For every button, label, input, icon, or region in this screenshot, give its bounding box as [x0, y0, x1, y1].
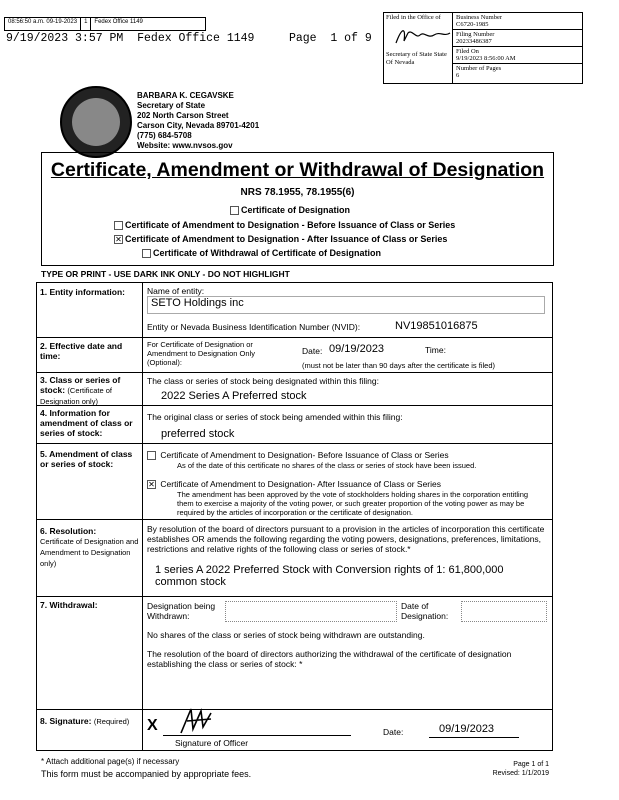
effective-time-label: Time: — [425, 345, 446, 355]
resolution-label: 6. Resolution: Certificate of Designation and Amendment to Designation only) — [40, 526, 139, 568]
amendment-opt2-desc: The amendment has been approved by the vote of stockholders holding shares in the corporation entitling them to exercise a majority of the voting power, or such greater proportion of the voting power as may be required by the articles of incorporation or the certificate of designation. — [177, 490, 529, 517]
nvid-label: Entity or Nevada Business Identification Number (NVID): — [147, 322, 361, 332]
business-number: C6720-1985 — [456, 21, 489, 28]
amend-info-desc: The original class or series of stock being amended within this filing: — [147, 412, 403, 422]
checkbox[interactable] — [142, 249, 151, 258]
withdrawal-designation-field[interactable] — [225, 601, 397, 622]
footer-fees: This form must be accompanied by appropriate fees. — [41, 769, 252, 779]
filed-label: Filed in the Office of — [386, 14, 441, 21]
signature-sub: (Required) — [93, 717, 130, 726]
form-table — [36, 282, 553, 751]
pages-count: 6 — [456, 72, 460, 79]
signature-line[interactable] — [163, 735, 351, 736]
footer-page-info — [493, 760, 549, 778]
option-amend-before[interactable]: Certificate of Amendment to Designation - Before Issuance of Class or Series — [114, 220, 455, 230]
entity-label: 1. Entity information: — [40, 287, 125, 297]
resolution-sub: Certificate of Designation and Amendment to Designation only) — [40, 537, 139, 568]
withdrawal-designation-label: Designation being Withdrawn: — [147, 601, 216, 621]
amend-info-value-field[interactable]: preferred stock — [161, 428, 235, 440]
amendment-opt1[interactable]: Certificate of Amendment to Designation- Before Issuance of Class or Series — [147, 450, 449, 460]
signature-date-field[interactable]: 09/19/2023 — [439, 723, 495, 735]
filing-number: 20233486387 — [456, 38, 492, 45]
class-sub: (Certificate of Designation only) — [40, 386, 113, 406]
class-value-field[interactable]: 2022 Series A Preferred stock — [161, 390, 307, 402]
filed-office-cell — [384, 13, 453, 83]
option-designation[interactable]: Certificate of Designation — [230, 205, 350, 215]
office-name: BARBARA K. CEGAVSKE — [137, 91, 234, 100]
footer-note: * Attach additional page(s) if necessary — [41, 757, 180, 766]
state-seal-icon — [60, 86, 132, 158]
withdrawal-date-label: Date of Designation: — [401, 601, 449, 621]
checkbox[interactable]: ✕ — [148, 480, 155, 490]
officer-signature-icon — [177, 705, 217, 737]
pages-cell: Number of Pages 6 — [456, 65, 502, 79]
withdrawal-resolution: The resolution of the board of directors authorizing the withdrawal of the certificate of designation establishing the class or series of stock: * — [147, 649, 512, 669]
class-label: 3. Class or series of stock: (Certificate of Designation only) — [40, 375, 121, 406]
option-amend-after[interactable]: ✕ Certificate of Amendment to Designation - After Issuance of Class or Series — [115, 234, 448, 245]
amendment-opt2[interactable]: ✕ Certificate of Amendment to Designation- After Issuance of Class or Series — [148, 479, 442, 490]
footer-revised: Revised: 1/1/2019 — [492, 770, 549, 777]
amendment-opt1-desc: As of the date of this certificate no shares of the class or series of stock have been issued. — [177, 461, 477, 470]
form-title: Certificate, Amendment or Withdrawal of Designation — [50, 159, 545, 181]
signature-date-line — [429, 737, 519, 738]
withdrawal-label: 7. Withdrawal: — [40, 600, 98, 610]
filing-signature-icon — [394, 25, 452, 49]
filed-on: 9/19/2023 8:56:00 AM — [456, 55, 516, 62]
fax-stamp-time: 08:56:50 a.m. 09-19-2023 — [5, 18, 81, 30]
fax-header-line: 9/19/2023 3:57 PM Fedex Office 1149 Page 1 of 9 — [6, 32, 372, 45]
fax-stamp-page: 1 — [81, 18, 91, 30]
withdrawal-date-field[interactable] — [461, 601, 547, 622]
resolution-value-field[interactable]: 1 series A 2022 Preferred Stock with Conversion rights of 1: 61,800,000 common stock — [155, 564, 504, 588]
title-box — [41, 152, 554, 266]
entity-name-label: Name of entity: — [147, 286, 205, 296]
resolution-desc: By resolution of the board of directors pursuant to a provision in the articles of incorporation this certificate establishes OR amends the following regarding the voting powers, designations, preferences, limitations, restrictions and relative rights of the following class or series of stock.* — [147, 524, 545, 554]
office-website: Website: www.nvsos.gov — [137, 141, 233, 150]
fax-stamp-sender: Fedex Office 1149 — [94, 19, 143, 25]
instructions: TYPE OR PRINT - USE DARK INK ONLY - DO NOT HIGHLIGHT — [41, 269, 290, 279]
signature-label: 8. Signature: (Required) — [40, 716, 130, 726]
office-phone: (775) 684-5708 — [137, 131, 192, 140]
filing-stamp-box — [383, 12, 583, 84]
amendment-label: 5. Amendment of class or series of stock: — [40, 449, 133, 469]
entity-name-field[interactable]: SETO Holdings inc — [147, 296, 545, 314]
effective-date-label: Date: — [302, 346, 323, 356]
footer-page: Page 1 of 1 — [513, 761, 549, 768]
filing-number-cell: Filing Number 20233486387 — [453, 30, 582, 47]
signature-date-label: Date: — [383, 727, 404, 737]
office-title: Secretary of State — [137, 101, 206, 110]
class-desc: The class or series of stock being designated within this filing: — [147, 376, 379, 386]
effective-date-field[interactable]: 09/19/2023 — [329, 343, 385, 355]
statute: NRS 78.1955, 78.1955(6) — [240, 187, 355, 198]
checkbox[interactable]: ✕ — [115, 235, 122, 245]
effective-label: 2. Effective date and time: — [40, 341, 123, 361]
checkbox[interactable] — [230, 206, 239, 215]
nvid-field[interactable]: NV19851016875 — [395, 320, 478, 332]
filed-on-cell: Filed On 9/19/2023 8:56:00 AM — [453, 47, 582, 64]
effective-desc: For Certificate of Designation or Amendment to Designation Only (Optional): — [147, 340, 255, 367]
withdrawal-no-shares: No shares of the class or series of stock being withdrawn are outstanding. — [147, 630, 425, 640]
signature-officer-label: Signature of Officer — [175, 738, 249, 748]
office-city: Carson City, Nevada 89701-4201 — [137, 121, 260, 130]
checkbox[interactable] — [147, 451, 156, 460]
filed-details — [453, 13, 582, 83]
office-info — [137, 91, 259, 151]
secretary-label: Secretary of State State Of Nevada — [386, 51, 447, 66]
effective-note: (must not be later than 90 days after the certificate is filed) — [302, 361, 496, 370]
amend-info-label: 4. Information for amendment of class or series of stock: — [40, 408, 133, 438]
checkbox[interactable] — [114, 221, 123, 230]
signature-x: X — [147, 717, 158, 734]
option-withdrawal[interactable]: Certificate of Withdrawal of Certificate of Designation — [142, 248, 381, 258]
business-number-cell: Business Number C6720-1985 — [453, 13, 582, 30]
office-street: 202 North Carson Street — [137, 111, 229, 120]
fax-stamp — [4, 17, 206, 31]
